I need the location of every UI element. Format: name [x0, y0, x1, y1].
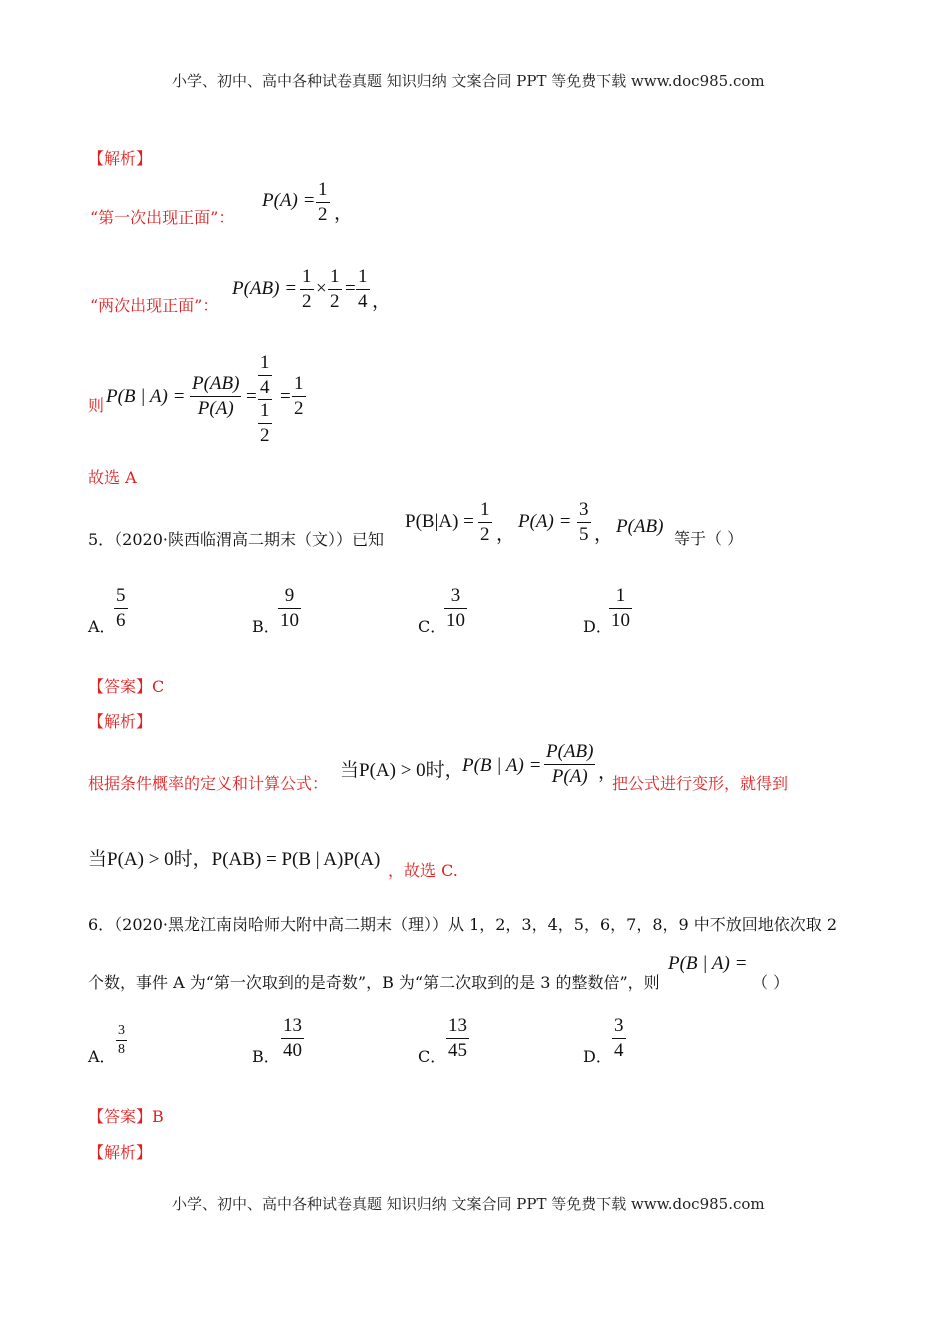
page-header: 小学、初中、高中各种试卷真题 知识归纳 文案合同 PPT 等免费下载 www.doc985.com [172, 72, 765, 90]
fraction-numerator: 1 [358, 266, 368, 287]
explanation-fraction [544, 741, 595, 788]
fraction-numerator: 3 [579, 499, 589, 520]
option-c-label: C． [418, 1047, 447, 1066]
condition-pa-fraction [577, 499, 591, 546]
comma: ， [334, 203, 354, 224]
fraction-denominator: 40 [283, 1040, 302, 1061]
fraction-numerator: 1 [302, 266, 312, 287]
target-pab: P(AB) [616, 516, 664, 537]
fraction-numerator: 1 [318, 179, 328, 200]
fraction-denominator: 45 [448, 1040, 467, 1061]
fraction-denominator: 8 [118, 1042, 125, 1057]
question-6-stem-line1: 6．（2020·黑龙江南岗哈师大附中高二期末（理））从 1，2，3，4，5，6，7，8，9 中不放回地依次取 2 [88, 915, 838, 934]
pab-lhs: P(AB) = [232, 278, 298, 299]
fraction-denominator: 10 [611, 610, 630, 631]
comma: ， [372, 291, 392, 312]
fraction-numerator: 1 [330, 266, 340, 287]
equals-sign: = [345, 278, 356, 299]
option-b-value [281, 1015, 304, 1062]
inner-fraction-top [258, 352, 272, 399]
fraction-denominator: P(A) [197, 398, 234, 419]
question-6-query: P(B | A) = [668, 953, 748, 974]
answer-paren: （ ） [752, 973, 790, 992]
fraction-denominator: 5 [579, 524, 589, 545]
formula-conclusion: ，故选 C. [388, 861, 458, 880]
explanation-label: 根据条件概率的定义和计算公式： [88, 774, 329, 793]
compound-denominator [258, 400, 272, 447]
option-a-label: A． [88, 1047, 116, 1066]
fraction-denominator: 6 [116, 610, 126, 631]
fraction-numerator: 1 [260, 400, 270, 421]
fraction-numerator: 13 [448, 1015, 467, 1036]
option-d-label: D． [583, 617, 612, 636]
half-fraction-1 [300, 266, 314, 313]
fraction-numerator: 3 [450, 585, 461, 606]
analysis-q5: 【解析】 [88, 712, 153, 731]
option-c-value [446, 1015, 469, 1062]
answer-q6: 【答案】B [88, 1107, 164, 1126]
fraction-denominator: 2 [330, 291, 340, 312]
conditional-fraction [190, 373, 241, 420]
times-sign: × [316, 278, 327, 299]
fraction-numerator: 1 [480, 499, 490, 520]
fraction-denominator: 2 [480, 524, 490, 545]
transformed-formula: 当P(A) > 0时，P(AB) = P(B | A)P(A) [88, 849, 381, 870]
result-fraction [292, 373, 306, 420]
fraction-denominator: 4 [260, 377, 270, 398]
analysis-q6: 【解析】 [88, 1143, 153, 1162]
separator: ， [496, 524, 516, 545]
option-d-label: D． [583, 1047, 612, 1066]
half-fraction-2 [328, 266, 342, 313]
quarter-fraction [356, 266, 370, 313]
fraction-numerator: P(AB) [546, 741, 594, 762]
fraction-denominator: 4 [614, 1040, 624, 1061]
fraction-denominator: P(A) [551, 766, 588, 787]
page-footer: 小学、初中、高中各种试卷真题 知识归纳 文案合同 PPT 等免费下载 www.doc985.com [172, 1195, 765, 1213]
explanation-tail: 把公式进行变形，就得到 [612, 774, 789, 793]
condition-pba: P(B|A) = [405, 511, 474, 532]
question-5-tail: 等于（ ） [674, 529, 744, 548]
answer-q5: 【答案】C [88, 677, 165, 696]
fraction-numerator: 1 [615, 585, 626, 606]
separator: ， [594, 524, 614, 545]
option-b-label: B． [252, 1047, 280, 1066]
compound-fraction [258, 352, 272, 447]
both-heads-label: “两次出现正面”： [90, 296, 219, 315]
option-a-value [116, 1023, 127, 1058]
fraction-numerator: 5 [116, 585, 126, 606]
comma: ， [598, 762, 618, 783]
option-b-label: B． [252, 617, 280, 636]
option-a-value [114, 585, 128, 632]
equals-sign: = [246, 386, 257, 407]
condition-pba-fraction [478, 499, 492, 546]
first-head-label: “第一次出现正面”： [90, 208, 235, 227]
fraction-denominator: 4 [358, 291, 368, 312]
compound-numerator [258, 352, 272, 399]
fraction-numerator: 1 [294, 373, 304, 394]
condition-pa: P(A) = [518, 511, 572, 532]
option-c-label: C． [418, 617, 447, 636]
analysis-heading: 【解析】 [88, 149, 153, 168]
fraction-denominator: 2 [318, 204, 328, 225]
fraction-denominator: 2 [260, 425, 270, 446]
pba-lhs: P(B | A) = [106, 386, 186, 407]
option-d-value [612, 1015, 626, 1062]
fraction-numerator: 3 [118, 1023, 125, 1038]
fraction-numerator: 1 [260, 352, 270, 373]
inner-fraction-bottom [258, 400, 272, 447]
option-b-value [278, 585, 301, 632]
question-5-stem: 5．（2020·陕西临渭高二期末（文））已知 [88, 530, 384, 549]
fraction-denominator: 10 [446, 610, 465, 631]
pa-fraction [316, 179, 330, 226]
option-a-label: A． [88, 617, 116, 636]
option-d-value [609, 585, 632, 632]
then-label: 则 [88, 396, 105, 415]
fraction-numerator: 13 [283, 1015, 302, 1036]
conclusion-text: 故选 A [88, 468, 137, 487]
equals-sign: = [280, 386, 291, 407]
fraction-numerator: 3 [614, 1015, 624, 1036]
question-6-stem-line2: 个数，事件 A 为“第一次取到的是奇数”，B 为“第二次取到的是 3 的整数倍”，则 [88, 973, 660, 992]
fraction-denominator: 2 [302, 291, 312, 312]
pa-lhs: P(A) = [262, 190, 316, 211]
explanation-lhs: P(B | A) = [462, 755, 542, 776]
fraction-denominator: 2 [294, 398, 304, 419]
fraction-numerator: P(AB) [192, 373, 240, 394]
explanation-when: 当P(A) > 0时， [340, 760, 464, 781]
fraction-denominator: 10 [280, 610, 299, 631]
fraction-numerator: 9 [284, 585, 295, 606]
option-c-value [444, 585, 467, 632]
